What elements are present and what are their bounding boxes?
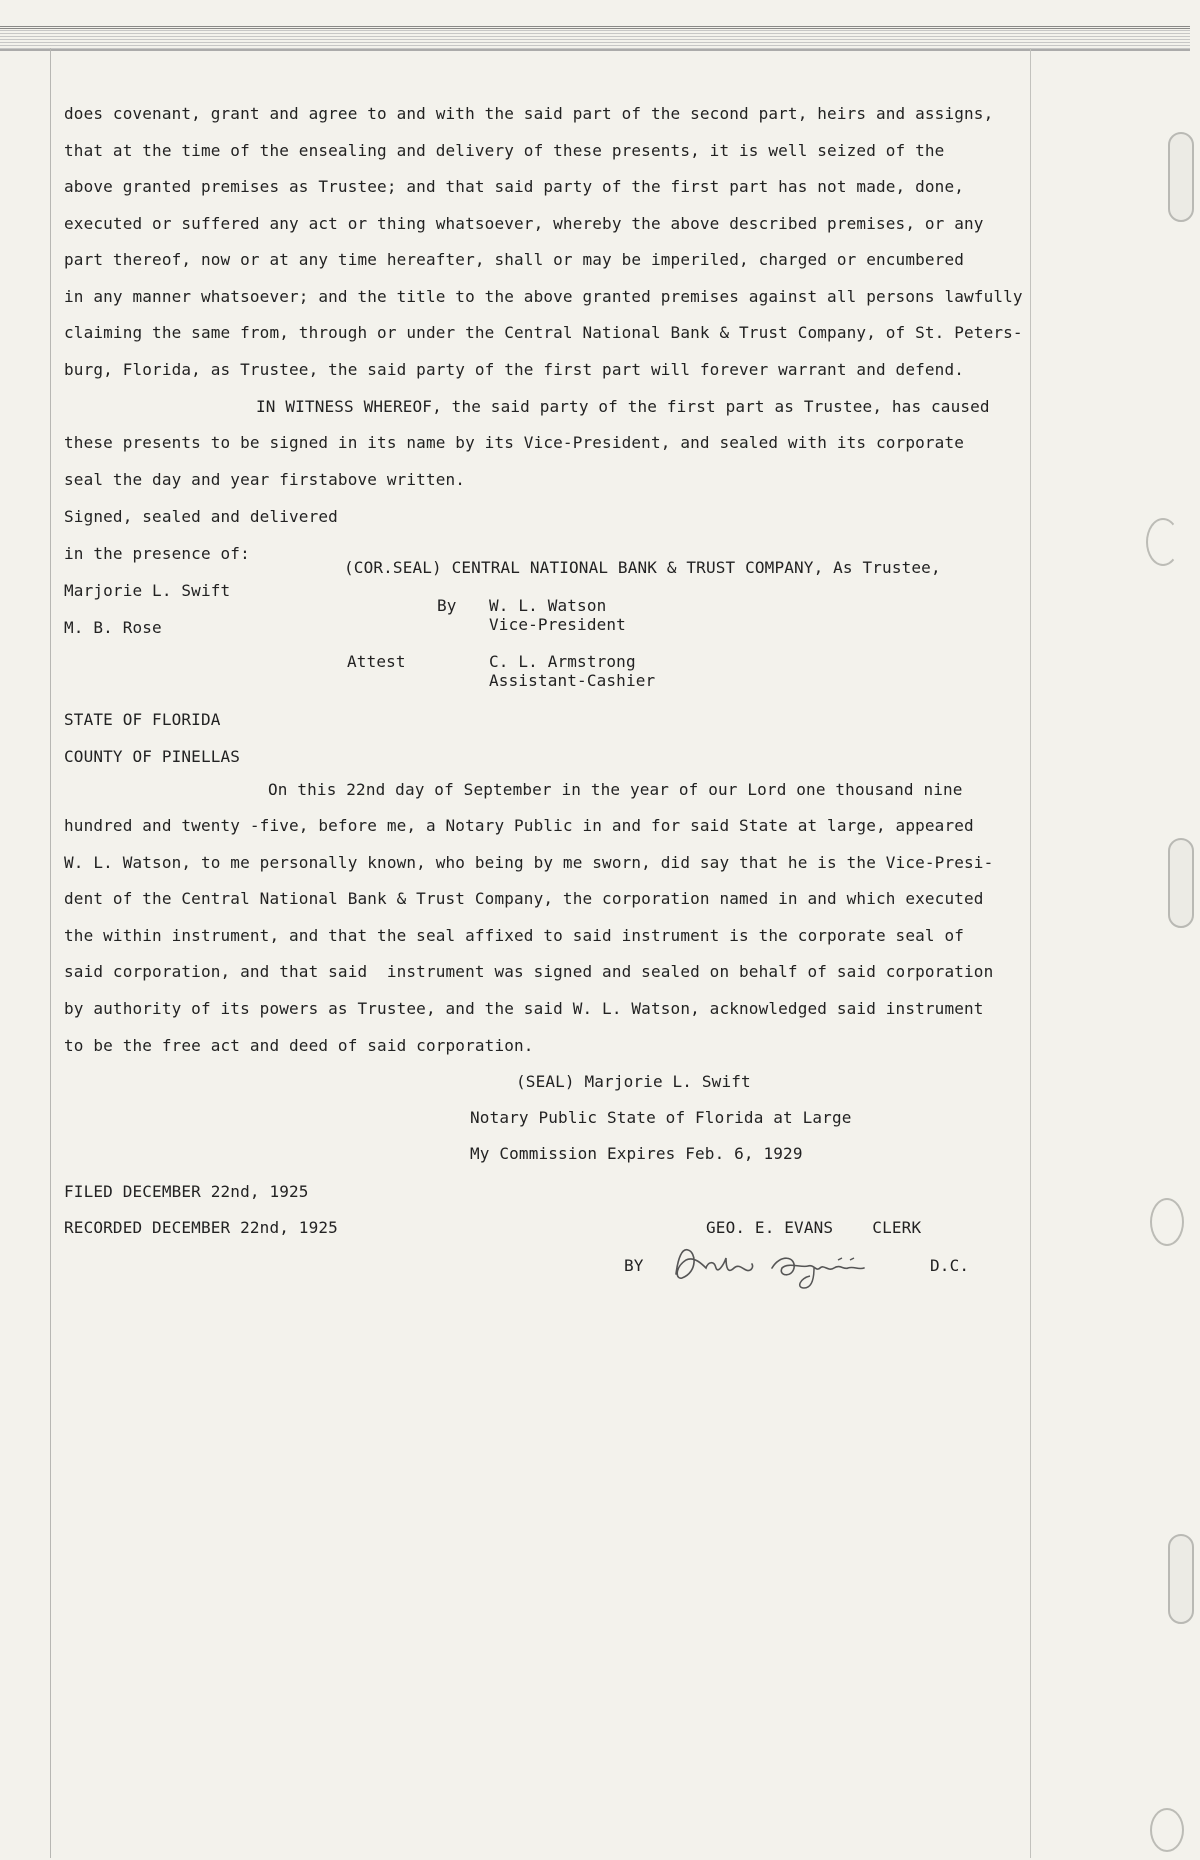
binder-clip-middle [1168, 838, 1194, 928]
punch-hole-middle [1150, 1198, 1184, 1246]
left-margin-rule [50, 48, 51, 1858]
signed-sealed-label: Signed, sealed and delivered [64, 507, 338, 526]
body-line-1: does covenant, grant and agree to and with the said part of the second part, heirs and assigns, [64, 104, 994, 123]
deputy-clerk-suffix: D.C. [930, 1256, 970, 1275]
right-margin-rule [1030, 48, 1031, 1858]
signer-name: W. L. Watson [489, 596, 607, 615]
county-heading: COUNTY OF PINELLAS [64, 747, 241, 766]
signer-title: Vice-President [489, 615, 626, 634]
recorded-date: RECORDED DECEMBER 22nd, 1925 [64, 1218, 338, 1237]
ack-line-1: On this 22nd day of September in the year of our Lord one thousand nine [268, 780, 963, 799]
body-line-11: seal the day and year firstabove written. [64, 470, 466, 489]
ack-line-2: hundred and twenty -five, before me, a Notary Public in and for said State at large, appeared [64, 816, 974, 835]
state-heading: STATE OF FLORIDA [64, 710, 221, 729]
binder-clip-top [1168, 132, 1194, 222]
clerk-name: GEO. E. EVANS CLERK [706, 1218, 922, 1237]
ack-line-5: the within instrument, and that the seal affixed to said instrument is the corporate seal of [64, 926, 965, 945]
notary-commission: My Commission Expires Feb. 6, 1929 [470, 1144, 803, 1163]
body-line-7: claiming the same from, through or under the Central National Bank & Trust Company, of St. Peters- [64, 323, 1023, 342]
body-line-5: part thereof, now or at any time hereafter, shall or may be imperiled, charged or encumbered [64, 250, 965, 269]
body-line-10: these presents to be signed in its name by its Vice-President, and sealed with its corporate [64, 433, 965, 452]
ack-line-3: W. L. Watson, to me personally known, who being by me sworn, did say that he is the Vice-Presi- [64, 853, 994, 872]
witness-1: Marjorie L. Swift [64, 581, 231, 600]
notary-seal-line: (SEAL) Marjorie L. Swift [516, 1072, 751, 1091]
deputy-signature [668, 1238, 928, 1290]
filed-date: FILED DECEMBER 22nd, 1925 [64, 1182, 309, 1201]
punch-hole-top [1146, 518, 1180, 566]
attest-name: C. L. Armstrong [489, 652, 636, 671]
body-line-2: that at the time of the ensealing and delivery of these presents, it is well seized of the [64, 141, 945, 160]
attest-title: Assistant-Cashier [489, 671, 656, 690]
deputy-by-label: BY [624, 1256, 644, 1275]
body-line-4: executed or suffered any act or thing whatsoever, whereby the above described premises, or any [64, 214, 984, 233]
ack-line-4: dent of the Central National Bank & Trust Company, the corporation named in and which executed [64, 889, 984, 908]
attest-label: Attest [347, 652, 406, 671]
presence-label: in the presence of: [64, 544, 250, 563]
notary-title: Notary Public State of Florida at Large [470, 1108, 852, 1127]
ack-line-8: to be the free act and deed of said corporation. [64, 1036, 534, 1055]
witness-2: M. B. Rose [64, 618, 162, 637]
punch-hole-bottom [1150, 1808, 1184, 1852]
body-line-8: burg, Florida, as Trustee, the said party of the first part will forever warrant and defend. [64, 360, 965, 379]
top-border-rule [0, 26, 1190, 51]
witness-whereof-line: IN WITNESS WHEREOF, the said party of the first part as Trustee, has caused [256, 397, 990, 416]
corporate-seal-line: (COR.SEAL) CENTRAL NATIONAL BANK & TRUST COMPANY, As Trustee, [344, 558, 941, 577]
ack-line-7: by authority of its powers as Trustee, and the said W. L. Watson, acknowledged said instrument [64, 999, 984, 1018]
body-line-3: above granted premises as Trustee; and that said party of the first part has not made, done, [64, 177, 965, 196]
body-line-6: in any manner whatsoever; and the title to the above granted premises against all persons lawfully [64, 287, 1023, 306]
ack-line-6: said corporation, and that said instrument was signed and sealed on behalf of said corporation [64, 962, 994, 981]
by-label: By [437, 596, 457, 615]
binder-clip-bottom [1168, 1534, 1194, 1624]
